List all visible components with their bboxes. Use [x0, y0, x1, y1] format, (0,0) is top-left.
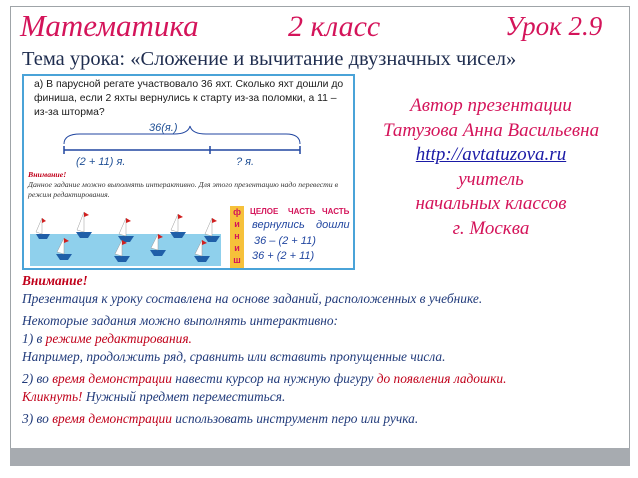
- col-part2-label: ЧАСТЬ: [322, 207, 350, 216]
- task-warning-title: Внимание!: [28, 170, 67, 179]
- bottom-bar: [10, 448, 630, 466]
- author-name: Татузова Анна Васильевна: [382, 119, 600, 141]
- notes-demo-cursor-text: навести курсор на нужную фигуру: [171, 371, 377, 386]
- notes-warning-title: Внимание!: [22, 273, 88, 288]
- notes-demo-click-text: Нужный предмет переместиться.: [82, 389, 286, 404]
- notes-demo-pen-mode: время демонстрации: [52, 411, 172, 426]
- task-preview: [22, 74, 355, 270]
- notes-interactive-intro: Некоторые задания можно выполнять интерактивно:: [22, 313, 338, 328]
- notes-mode-edit-prefix: 1) в: [22, 331, 46, 346]
- notes-intro: Презентация к уроку составлена на основе заданий, расположенных в учебнике.: [22, 291, 483, 306]
- boat-3: [118, 218, 134, 242]
- expression-1: 36 – (2 + 11): [254, 235, 316, 247]
- word-finished: дошли: [316, 219, 350, 231]
- boat-5: [204, 218, 220, 242]
- finish-letter: и: [234, 219, 240, 229]
- notes-demo-cursor: [22, 370, 622, 388]
- finish-letter: ф: [233, 207, 241, 217]
- author-role: учитель: [458, 168, 524, 190]
- notes-demo-pen: [22, 410, 622, 428]
- word-returned: вернулись: [252, 219, 305, 231]
- task-warning: [28, 170, 353, 200]
- author-website-link[interactable]: http://avtatuzova.ru: [415, 144, 567, 165]
- left-part-label: (2 + 11) я.: [76, 156, 126, 168]
- lesson-number: Урок 2.9: [505, 11, 603, 41]
- author-city: г. Москва: [452, 217, 530, 239]
- notes-demo-cursor-prefix: 2) во: [22, 371, 53, 386]
- finish-letter: и: [234, 243, 240, 253]
- notes-mode-edit: [22, 330, 622, 348]
- boat-1: [36, 218, 50, 239]
- finish-word: [230, 206, 244, 268]
- col-part1-label: ЧАСТЬ: [288, 207, 316, 216]
- lesson-topic: Тема урока: «Сложение и вычитание двузначных чисел»: [22, 48, 517, 70]
- task-warning-text: Данное задание можно выполнять интерактивно. Для этого презентацию надо перевести в режим редактирования.: [28, 180, 338, 199]
- notes-demo-cursor-hand: до появления ладошки.: [376, 371, 507, 386]
- finish-letter: н: [234, 231, 240, 241]
- usage-notes: [22, 272, 622, 428]
- author-role-2: начальных классов: [415, 193, 567, 214]
- author-heading: Автор презентации: [410, 95, 572, 116]
- notes-mode-edit-red: режиме редактирования.: [45, 331, 192, 346]
- task-text: а) В парусной регате участвовало 36 яхт. Сколько яхт дошли до финиша, если 2 яхты вернулись к старту из-за поломки, а 11 – из-за шторма?: [34, 79, 344, 118]
- grade-title: 2 класс: [288, 10, 381, 43]
- notes-example: Например, продолжить ряд, сравнить или вставить пропущенные числа.: [22, 349, 446, 364]
- boat-2: [76, 212, 92, 238]
- notes-demo-pen-text: использовать инструмент перо или ручка.: [171, 411, 419, 426]
- total-brace: [64, 126, 300, 144]
- finish-letter: ш: [233, 255, 241, 265]
- total-label: 36(я.): [149, 122, 178, 134]
- notes-demo-pen-prefix: 3) во: [22, 411, 53, 426]
- boat-4: [170, 214, 186, 238]
- notes-demo-click-word: Кликнуть!: [22, 389, 83, 404]
- boats-picture: [30, 210, 221, 266]
- subject-title: Математика: [20, 8, 199, 43]
- expression-2: 36 + (2 + 11): [252, 250, 315, 262]
- notes-demo-cursor-mode: время демонстрации: [52, 371, 172, 386]
- notes-demo-click: [22, 388, 622, 406]
- segment-diagram: [24, 118, 353, 162]
- author-block: [360, 94, 622, 241]
- col-whole-label: ЦЕЛОЕ: [250, 207, 279, 216]
- right-part-label: ? я.: [236, 156, 255, 168]
